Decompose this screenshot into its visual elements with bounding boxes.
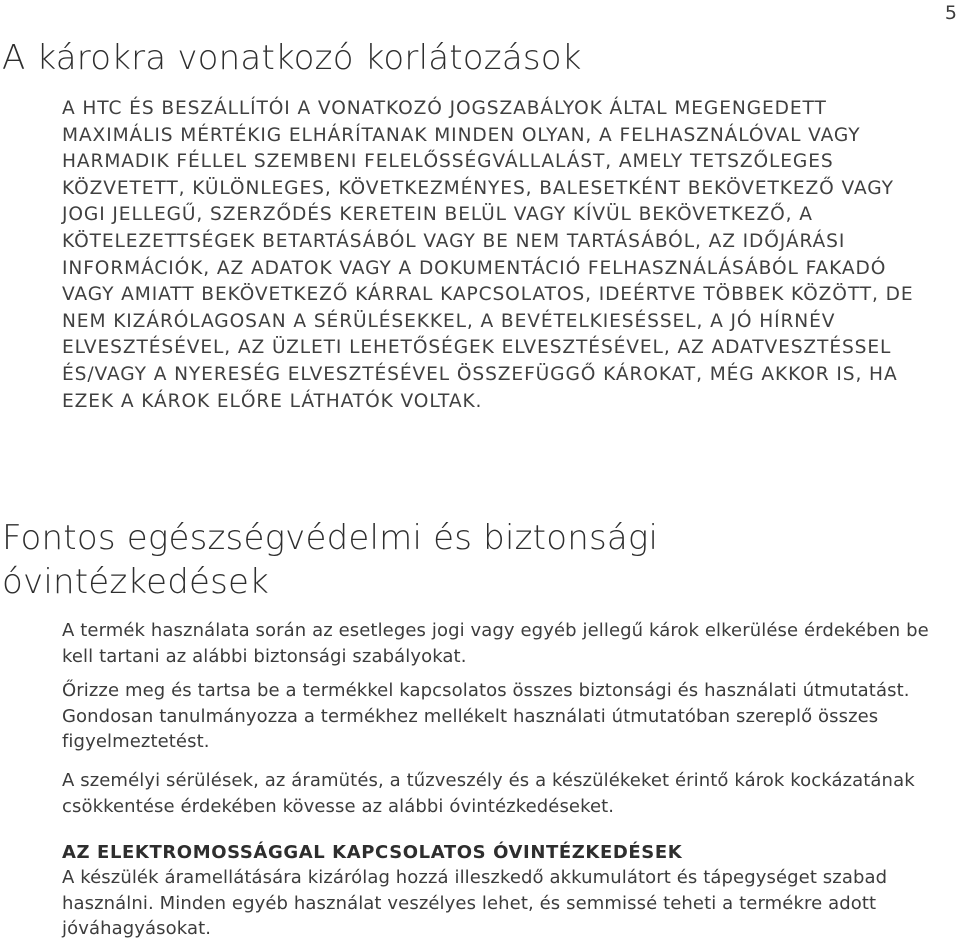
damages-limitation-text: A HTC ÉS BESZÁLLÍTÓI A VONATKOZÓ JOGSZABÁLYOK ÁLTAL MEGENGEDETT MAXIMÁLIS MÉRTÉKIG ELHÁRÍTANAK MINDEN OLYAN, A FELHASZNÁLÓVAL VAGY HARMADIK FÉLLEL SZEMBENI FELELŐSSÉGVÁLLALÁST, AMELY TETSZŐLEGES KÖZVETETT, KÜLÖNLEGES, KÖVETKEZMÉNYES, BALESETKÉNT BEKÖVETKEZŐ VAGY JOGI JELLEGŰ, SZERZŐDÉS KERETEIN BELÜL VAGY KÍVÜL BEKÖVETKEZŐ, A KÖTELEZETTSÉGEK BETARTÁSÁBÓL VAGY BE NEM TARTÁSÁBÓL, AZ IDŐJÁRÁSI INFORMÁCIÓK, AZ ADATOK VAGY A DOKUMENTÁCIÓ FELHASZNÁLÁSÁBÓL FAKADÓ VAGY AMIATT BEKÖVETKEZŐ KÁRRAL KAPCSOLATOS, IDEÉRTVE TÖBBEK KÖZÖTT, DE NEM KIZÁRÓLAGOSAN A SÉRÜLÉSEKKEL, A BEVÉTELKIESÉSSEL, A JÓ HÍRNÉV ELVESZTÉSÉVEL, AZ ÜZLETI LEHETŐSÉGEK ELVESZTÉSÉVEL, AZ ADATVESZTÉSSEL ÉS/VAGY A NYERESÉG ELVESZTÉSÉVEL ÖSSZEFÜGGŐ KÁROKAT, MÉG AKKOR IS, HA EZEK A KÁROK ELŐRE LÁTHATÓK VOLTAK. (62, 98, 914, 412)
section-title-damages: A károkra vonatkozó korlátozások (2, 38, 582, 78)
safety-paragraph: A személyi sérülések, az áramütés, a tűzveszély és a készülékeket érintő károk kockázatának csökkentése érdekében kövesse az alábbi óvintézkedéseket. (62, 770, 915, 817)
safety-paragraph: A termék használata során az esetleges jogi vagy egyéb jellegű károk elkerülése érdekében be kell tartani az alábbi biztonsági szabályokat. (62, 620, 929, 667)
electrical-precautions-heading: AZ ELEKTROMOSSÁGGAL KAPCSOLATOS ÓVINTÉZKEDÉSEK (62, 842, 683, 863)
safety-paragraph: Őrizze meg és tartsa be a termékkel kapcsolatos összes biztonsági és használati útmutatást. Gondosan tanulmányozza a termékhez mellékelt használati útmutatóban szereplő összes figyelmeztetést. (62, 680, 910, 752)
electrical-precautions-text: A készülék áramellátására kizárólag hozzá illeszkedő akkumulátort és tápegységet szabad használni. Minden egyéb használat veszélyes lehet, és semmissé teheti a termékre adott jóváhagyásokat. (62, 867, 888, 939)
safety-title-line2: óvintézkedések (2, 562, 270, 602)
section-title-safety (2, 516, 658, 604)
page-number: 5 (944, 2, 957, 24)
safety-title-line1: Fontos egészségvédelmi és biztonsági (2, 518, 659, 558)
